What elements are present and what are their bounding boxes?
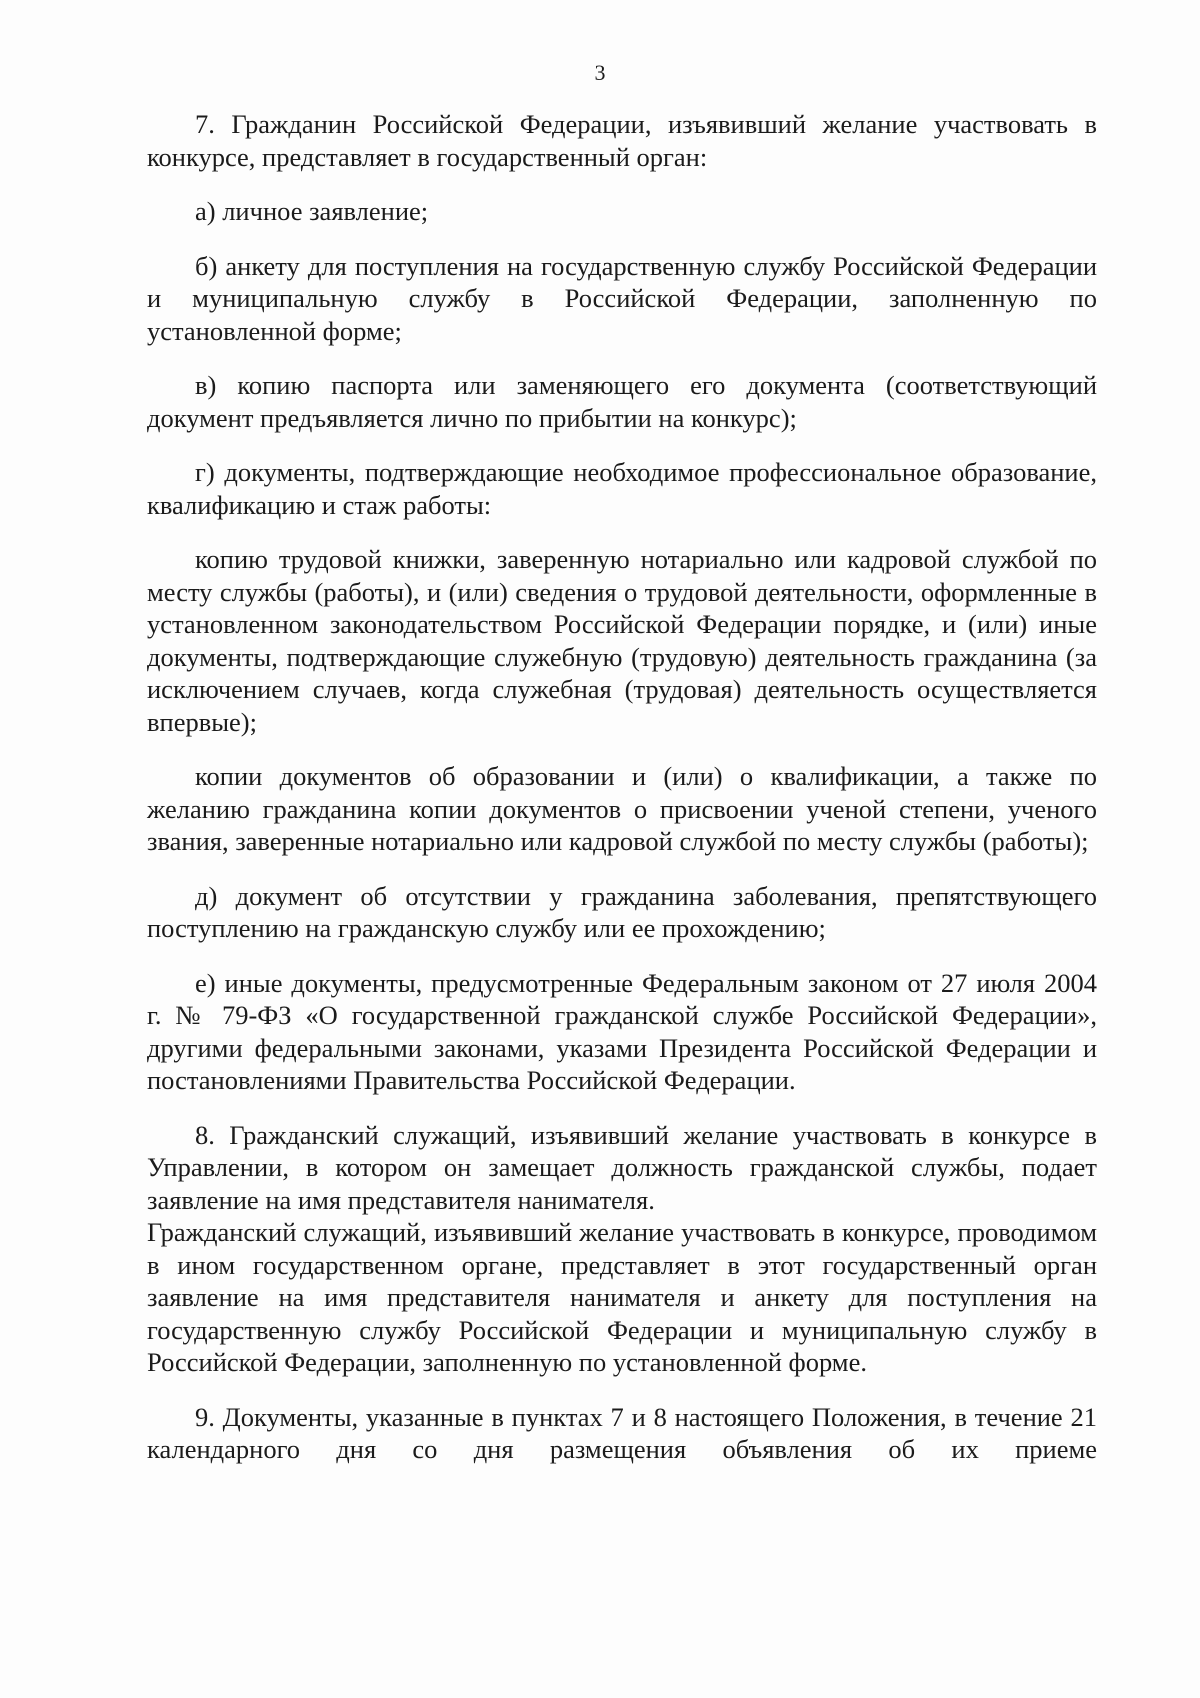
paragraph-7v: в) копию паспорта или заменяющего его документа (соответствующий документ предъявляется лично по прибытии на конкурс);: [147, 370, 1097, 433]
document-body: [147, 108, 1097, 1466]
paragraph-7g-work-record: копию трудовой книжки, заверенную нотариально или кадровой службой по месту службы (работы), и (или) сведения о трудовой деятельности, оформленные в установленном законодательством Российской Федерации порядке, и (или) иные документы, подтверждающие служебную (трудовую) деятельность гражданина (за исключением случаев, когда служебная (трудовая) деятельность осуществляется впервые);: [147, 544, 1097, 737]
paragraph-7g-education: копии документов об образовании и (или) о квалификации, а также по желанию гражданина копии документов о присвоении ученой степени, ученого звания, заверенные нотариально или кадровой службой по месту службы (работы);: [147, 761, 1097, 856]
paragraph-7e: е) иные документы, предусмотренные Федеральным законом от 27 июля 2004 г. № 79-ФЗ «О государственной гражданской службе Российской Федерации», другими федеральными законами, указами Президента Российской Федерации и постановлениями Правительства Российской Федерации.: [147, 967, 1097, 1095]
paragraph-7b: б) анкету для поступления на государственную службу Российской Федерации и муниципальную службу в Российской Федерации, заполненную по установленной форме;: [147, 250, 1097, 346]
page-number: 3: [594, 60, 606, 85]
paragraph-9: 9. Документы, указанные в пунктах 7 и 8 настоящего Положения, в течение 21 календарного дня со дня размещения объявления об их приеме: [147, 1401, 1097, 1464]
paragraph-7g: г) документы, подтверждающие необходимое профессиональное образование, квалификацию и стаж работы:: [147, 457, 1097, 520]
paragraph-8: 8. Гражданский служащий, изъявивший желание участвовать в конкурсе в Управлении, в котором он замещает должность гражданской службы, подает заявление на имя представителя нанимателя.: [147, 1119, 1097, 1215]
paragraph-7: 7. Гражданин Российской Федерации, изъявивший желание участвовать в конкурсе, представляет в государственный орган:: [147, 109, 1097, 172]
paragraph-7a: а) личное заявление;: [195, 196, 429, 226]
paragraph-8-continued: Гражданский служащий, изъявивший желание участвовать в конкурсе, проводимом в ином государственном органе, представляет в этот государственный орган заявление на имя представителя нанимателя и анкету для поступления на государственную службу Российской Федерации и муниципальную службу в Российской Федерации, заполненную по установленной форме.: [147, 1217, 1097, 1377]
paragraph-7d: д) документ об отсутствии у гражданина заболевания, препятствующего поступлению на гражданскую службу или ее прохождению;: [147, 880, 1097, 943]
